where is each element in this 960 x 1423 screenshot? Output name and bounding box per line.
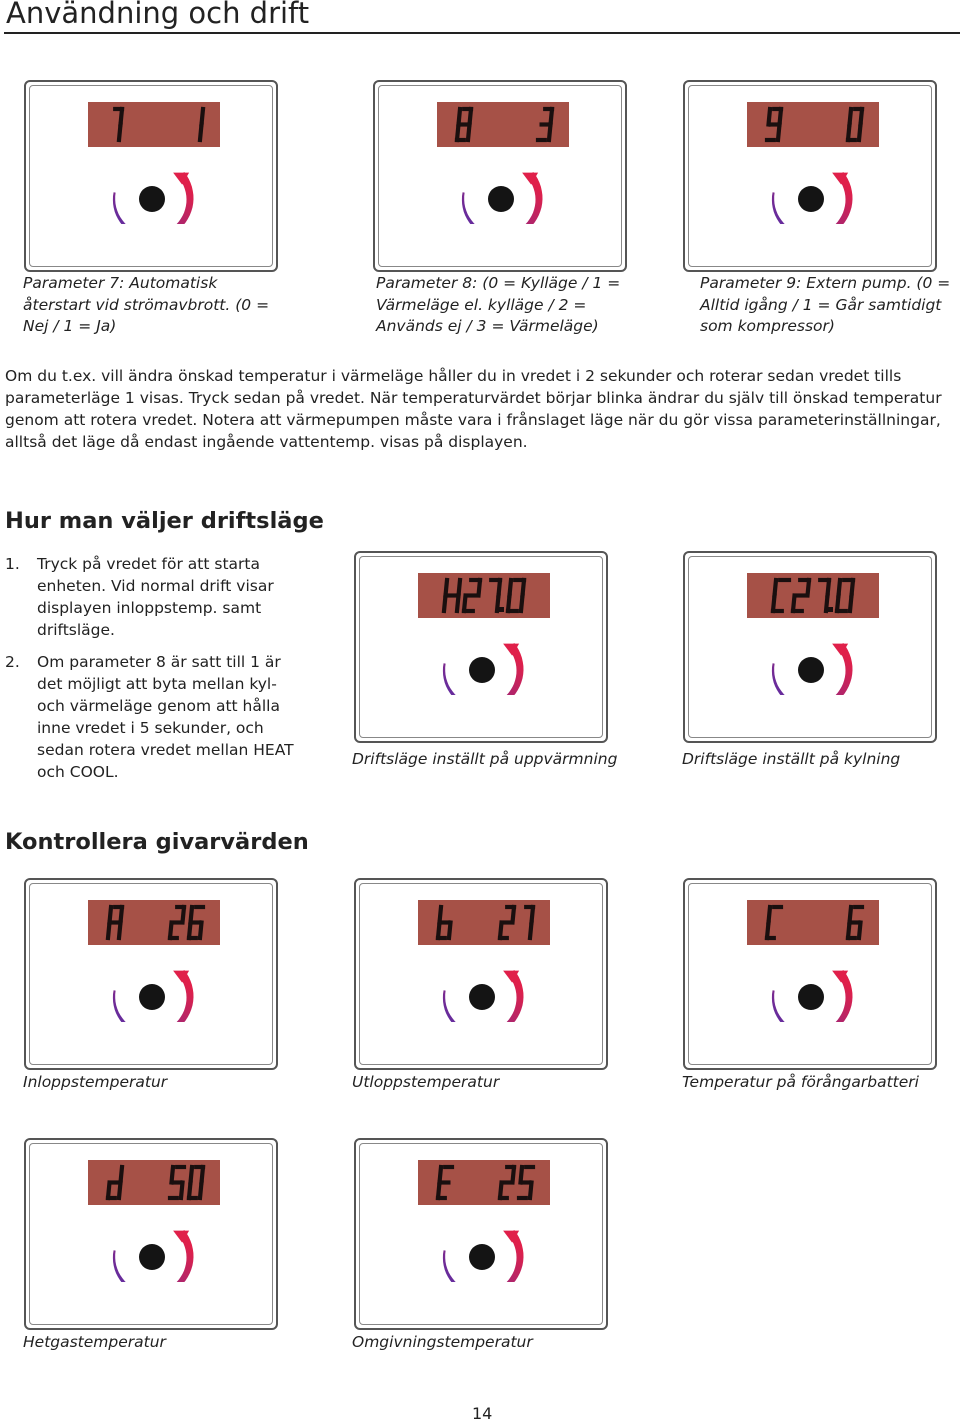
lcd-segment (440, 1167, 442, 1183)
sensor-e-caption: Omgivningstemperatur (352, 1333, 533, 1351)
lcd-segment (775, 580, 777, 596)
control-dial-icon (434, 1210, 534, 1282)
lcd-segment (189, 923, 191, 939)
lcd-display (88, 102, 220, 147)
sensor-c-panel (683, 878, 937, 1070)
lcd-segment (808, 580, 810, 596)
page-title: Användning och drift (6, 0, 310, 30)
lcd-segment (108, 923, 110, 939)
sensor-b-panel (354, 878, 608, 1070)
control-dial-icon (434, 623, 534, 695)
lcd-segment (826, 596, 828, 612)
sensor-d-panel (24, 1138, 278, 1330)
lcd-segment (438, 1183, 440, 1199)
lcd-segment (500, 923, 502, 939)
lcd-segment (551, 109, 553, 125)
lcd-segment (183, 907, 185, 923)
lcd-display (747, 102, 879, 147)
sensor-b-caption: Utloppstemperatur (352, 1073, 500, 1091)
lcd-segment (852, 580, 854, 596)
lcd-segment (828, 580, 830, 596)
lcd-segment (499, 580, 501, 596)
mode-section-heading: Hur man väljer driftsläge (5, 508, 324, 534)
lcd-segment (839, 580, 841, 596)
dial-knob (139, 186, 165, 212)
lcd-segment (191, 1167, 193, 1183)
lcd-segment (521, 596, 523, 612)
lcd-display (437, 102, 569, 147)
lcd-segment (861, 109, 863, 125)
parameter-7-panel (24, 80, 278, 272)
lcd-segment (778, 125, 780, 141)
control-dial-icon (104, 950, 204, 1022)
dial-knob (139, 1244, 165, 1270)
lcd-decimal-point (828, 607, 833, 612)
lcd-segment (438, 923, 440, 939)
control-dial-icon (104, 1210, 204, 1282)
lcd-segment (189, 1183, 191, 1199)
title-divider (4, 32, 960, 34)
lcd-display (88, 900, 220, 945)
lcd-segment (457, 596, 459, 612)
lcd-segment (202, 1167, 204, 1183)
cooling-mode-panel (683, 551, 937, 743)
lcd-segment (172, 1167, 174, 1183)
sensor-c-caption: Temperatur på förångarbatteri (682, 1073, 919, 1091)
lcd-segment (119, 1183, 121, 1199)
lcd-segment (793, 596, 795, 612)
lcd-segment (464, 596, 466, 612)
dial-knob (798, 657, 824, 683)
lcd-segment (508, 596, 510, 612)
sensor-a-panel (24, 878, 278, 1070)
lcd-segment (850, 596, 852, 612)
intro-paragraph: Om du t.ex. vill ändra önskad temperatur i värmeläge håller du in vredet i 2 sekunder och roterar sedan vredet tills parameterläge 1 visas. Tryck sedan på vredet. När temperaturvärdet börjar blinka ändrar du själv till önskad temperatur genom att rotera vredet. Notera att värmepumpen måste vara i frånslaget läge när du gör vissa parameterinställningar, alltså det läge då endast ingående vattentemp. visas på displayen. (5, 367, 942, 451)
lcd-segment (497, 596, 499, 612)
lcd-display (88, 1160, 220, 1205)
page-number: 14 (472, 1404, 493, 1423)
lcd-segment (121, 1167, 123, 1183)
lcd-segment (170, 923, 172, 939)
lcd-display (747, 573, 879, 618)
lcd-segment (848, 125, 850, 141)
lcd-segment (769, 907, 771, 923)
dial-knob (798, 984, 824, 1010)
dial-knob (469, 1244, 495, 1270)
dial-knob (469, 657, 495, 683)
lcd-segment (859, 923, 861, 939)
lcd-segment (521, 1167, 523, 1183)
lcd-segment (449, 923, 451, 939)
dial-knob (469, 984, 495, 1010)
lcd-segment (468, 125, 470, 141)
step-text: Tryck på vredet för att starta enheten. Vid normal drift visar displayen inloppstemp. samt driftsläge. (37, 555, 274, 639)
lcd-display (418, 1160, 550, 1205)
sensor-a-caption: Inloppstemperatur (23, 1073, 168, 1091)
lcd-segment (530, 923, 532, 939)
lcd-segment (837, 596, 839, 612)
lcd-segment (850, 109, 852, 125)
dial-knob (798, 186, 824, 212)
lcd-segment (191, 907, 193, 923)
lcd-segment (200, 923, 202, 939)
dial-knob (488, 186, 514, 212)
lcd-segment (444, 596, 446, 612)
lcd-segment (119, 923, 121, 939)
lcd-segment (108, 1183, 110, 1199)
lcd-segment (110, 907, 112, 923)
lcd-segment (440, 907, 442, 923)
lcd-segment (530, 1183, 532, 1199)
parameter-9-caption: Parameter 9: Extern pump. (0 = Alltid igång / 1 = Går samtidigt som kompressor) (700, 274, 951, 335)
lcd-decimal-point (499, 607, 504, 612)
lcd-segment (200, 1183, 202, 1199)
step-text: Om parameter 8 är satt till 1 är det möjligt att byta mellan kyl- och värmeläge genom att hålla inne vredet i 5 sekunder, och sedan rotera vredet mellan HEAT och COOL. (37, 653, 294, 781)
lcd-segment (848, 923, 850, 939)
sensor-e-panel (354, 1138, 608, 1330)
heating-mode-caption: Driftsläge inställt på uppvärmning (352, 750, 618, 768)
dial-knob (139, 984, 165, 1010)
lcd-segment (532, 907, 534, 923)
lcd-segment (767, 923, 769, 939)
lcd-display (418, 573, 550, 618)
control-dial-icon (453, 152, 553, 224)
step-number: 1. (5, 555, 20, 573)
lcd-segment (457, 125, 459, 141)
parameter-8-caption: Parameter 8: (0 = Kylläge / 1 = Värmeläge el. kylläge / 2 = Används ej / 3 = Värmeläge) (376, 274, 621, 335)
lcd-segment (470, 109, 472, 125)
lcd-segment (500, 1183, 502, 1199)
lcd-segment (513, 907, 515, 923)
lcd-segment (479, 580, 481, 596)
lcd-segment (459, 109, 461, 125)
lcd-segment (119, 125, 121, 141)
lcd-segment (510, 580, 512, 596)
control-dial-icon (763, 152, 863, 224)
sensor-section-heading: Kontrollera givarvärden (5, 829, 309, 855)
lcd-segment (202, 109, 204, 125)
control-dial-icon (763, 950, 863, 1022)
heating-mode-panel (354, 551, 608, 743)
parameter-7-caption: Parameter 7: Automatisk återstart vid strömavbrott. (0 = Nej / 1 = Ja) (23, 274, 270, 335)
lcd-segment (200, 125, 202, 141)
lcd-segment (513, 1167, 515, 1183)
lcd-segment (780, 109, 782, 125)
lcd-display (418, 900, 550, 945)
control-dial-icon (104, 152, 204, 224)
lcd-segment (549, 125, 551, 141)
lcd-segment (523, 580, 525, 596)
lcd-segment (121, 109, 123, 125)
lcd-segment (859, 125, 861, 141)
lcd-segment (773, 596, 775, 612)
step-number: 2. (5, 653, 20, 671)
lcd-segment (769, 109, 771, 125)
cooling-mode-caption: Driftsläge inställt på kylning (682, 750, 901, 768)
lcd-segment (459, 580, 461, 596)
lcd-segment (121, 907, 123, 923)
parameter-8-panel (373, 80, 627, 272)
lcd-segment (181, 1183, 183, 1199)
lcd-segment (850, 907, 852, 923)
lcd-display (747, 900, 879, 945)
control-dial-icon (763, 623, 863, 695)
lcd-segment (446, 580, 448, 596)
sensor-d-caption: Hetgastemperatur (23, 1333, 166, 1351)
control-dial-icon (434, 950, 534, 1022)
parameter-9-panel (683, 80, 937, 272)
